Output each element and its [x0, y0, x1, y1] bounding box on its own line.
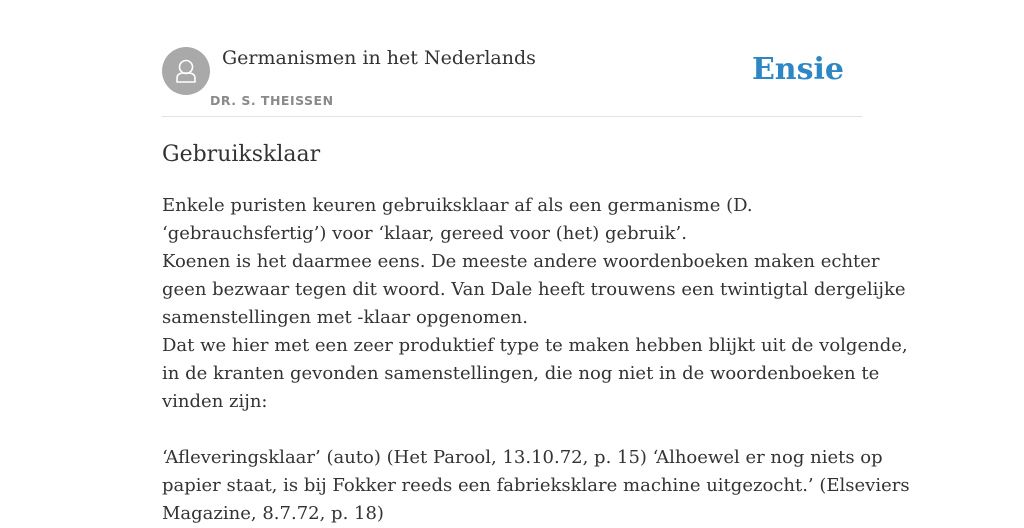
body-line-blank [162, 416, 866, 444]
body-line: in de kranten gevonden samenstellingen, die nog niet in de woordenboeken te [162, 363, 880, 384]
document-header [162, 46, 862, 117]
body-line: ‘Afleveringsklaar’ (auto) (Het Parool, 13.10.72, p. 15) ‘Alhoewel er nog niets op [162, 447, 883, 468]
body-line: vinden zijn: [162, 391, 268, 412]
body-line: Dat we hier met een zeer produktief type te maken hebben blijkt uit de volgende, [162, 335, 908, 356]
author-avatar[interactable] [162, 47, 210, 95]
body-line: Koenen is het daarmee eens. De meeste andere woordenboeken maken echter [162, 251, 880, 272]
document-title[interactable]: Germanismen in het Nederlands [222, 47, 536, 69]
entry-body [162, 192, 910, 528]
author-name[interactable]: DR. S. THEISSEN [210, 93, 334, 108]
body-line: Enkele puristen keuren gebruiksklaar af als een germanisme (D. [162, 195, 753, 216]
brand-logo[interactable]: Ensie [751, 52, 844, 87]
body-line: geen bezwaar tegen dit woord. Van Dale heeft trouwens een twintigtal dergelijke [162, 279, 906, 300]
user-silhouette-icon [162, 47, 210, 95]
body-line: Magazine, 8.7.72, p. 18) [162, 503, 384, 524]
body-line: samenstellingen met -klaar opgenomen. [162, 307, 528, 328]
body-line: ‘gebrauchsfertig’) voor ‘klaar, gereed voor (het) gebruik’. [162, 223, 687, 244]
body-line: papier staat, is bij Fokker reeds een fabrieksklare machine uitgezocht.’ (Elseviers [162, 475, 910, 496]
entry-title: Gebruiksklaar [162, 142, 321, 167]
